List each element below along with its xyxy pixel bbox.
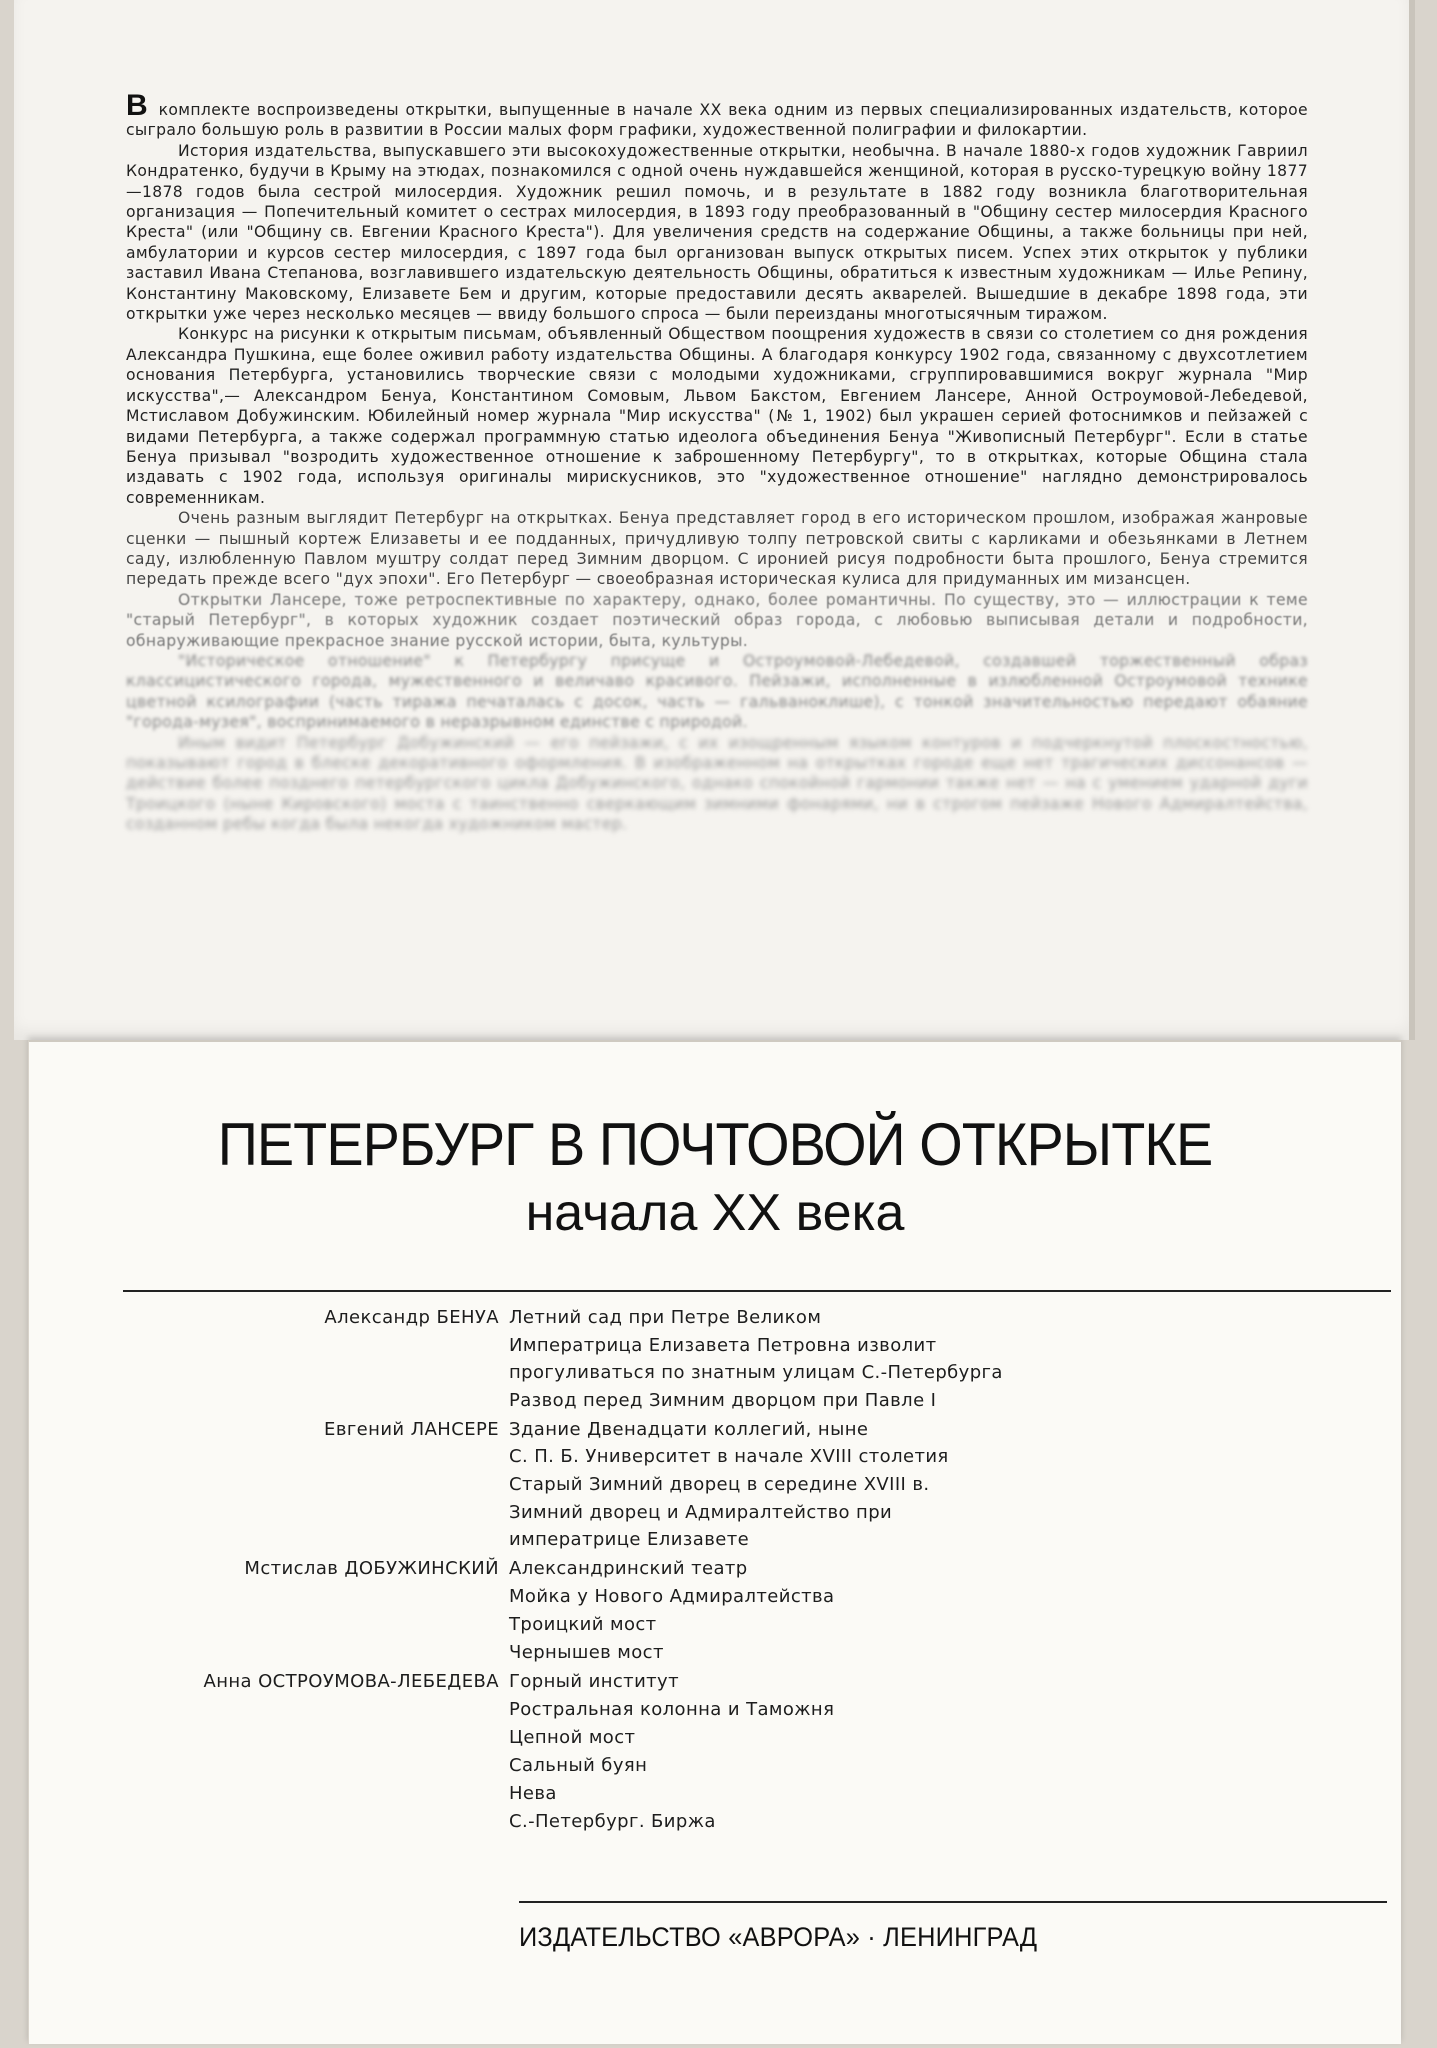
work-title: Чернышев мост xyxy=(509,1642,664,1663)
artist-name: Анна ОСТРОУМОВА-ЛЕБЕДЕВА xyxy=(203,1671,499,1692)
work-title: Здание Двенадцати коллегий, ныне С. П. Б. Университет в начале XVIII столетия xyxy=(509,1419,949,1467)
work-title: Мойка у Нового Адмиралтейства xyxy=(509,1586,835,1607)
credits-list xyxy=(29,1304,1401,1837)
paragraph: История издательства, выпускавшего эти высокохудожественные открытки, необычна. В начале 1880-х годов художник Гавриил Кондратенко, будучи в Крыму на этюдах, познакомился с одной очень нуждавшейся женщиной, которая в русско-турецкую войну 1877—1878 годов была сестрой милосердия. Художник решил помочь, и в результате в 1882 году возникла благотворительная организация — Попечительный комитет о сестрах милосердия, в 1893 году преобразованный в "Общину сестер милосердия Красного Креста" (или "Общину св. Евгении Красного Креста"). Для увеличения средств на содержание Общины, а также больницы при ней, амбулатории и курсов сестер милосердия, с 1897 года был организован выпуск открытых писем. Успех этих открыток у публики заставил Ивана Степанова, возглавившего издательскую деятельность Общины, обратиться к известным художникам — Илье Репину, Константину Маковскому, Елизавете Бем и другим, которые предоставили десять акварелей. Вышедшие в декабре 1898 года, эти открытки уже через несколько месяцев — ввиду большого спроса — были переизданы многотысячным тиражом. xyxy=(126,141,1308,324)
cover-card xyxy=(28,1040,1401,2044)
artist-name: Евгений ЛАНСЕРЕ xyxy=(324,1419,499,1440)
paragraph: "Историческое отношение" к Петербургу присуще и Остроумовой-Лебедевой, создавшей торжественный образ классицистического города, мужественного и величаво красивого. Пейзажи, исполненные в излюбленной Остроумовой технике цветной ксилографии (часть тиража печаталась с досок, часть — гальваноклише), с тонкой значительностью передают обаяние "города-музея", воспринимаемого в неразрывном единстве с природой. xyxy=(126,651,1308,732)
works-list xyxy=(509,1416,1401,1554)
paragraph: Конкурс на рисунки к открытым письмам, объявленный Обществом поощрения художеств в связи со столетием со дня рождения Александра Пушкина, еще более оживил работу издательства Общины. А благодаря конкурсу 1902 года, связанному с двухсотлетием основания Петербурга, установились творческие связи с молодыми художниками, сгруппировавшимися вокруг журнала "Мир искусства",— Александром Бенуа, Константином Сомовым, Львом Бакстом, Евгением Лансере, Анной Остроумовой-Лебедевой, Мстиславом Добужинским. Юбилейный номер журнала "Мир искусства" (№ 1, 1902) был украшен серией фотоснимков и пейзажей с видами Петербурга, а также содержал программную статью идеолога объединения Бенуа "Живописный Петербург". Если в статье Бенуа призывал "возродить художественное отношение к заброшенному Петербургу", то в открытках, которые Община стала издавать с 1902 года, используя оригиналы мирискусников, это "художественное отношение" наглядно демонстрировалось современникам. xyxy=(126,325,1308,507)
inner-page-sheet xyxy=(14,0,1415,1040)
works-list xyxy=(509,1555,1401,1667)
work-title: Цепной мост xyxy=(509,1727,636,1748)
dropcap: В xyxy=(126,89,149,122)
credit-group xyxy=(29,1304,1401,1415)
artist-name: Александр БЕНУА xyxy=(324,1307,499,1328)
work-title: Горный институт xyxy=(509,1671,679,1692)
credit-group xyxy=(29,1555,1401,1667)
works-list xyxy=(509,1668,1401,1836)
publisher-imprint: ИЗДАТЕЛЬСТВО «АВРОРА» · ЛЕНИНГРАД xyxy=(519,1922,1038,1952)
work-title: Старый Зимний дворец в середине XVIII в. xyxy=(509,1474,930,1495)
work-title: Сальный буян xyxy=(509,1755,648,1776)
work-title: Зимний дворец и Адмиралтейство при императрице Елизавете xyxy=(509,1502,893,1550)
paragraph xyxy=(126,89,1308,141)
work-title: Императрица Елизавета Петровна изволит прогуливаться по знатным улицам С.-Петербурга xyxy=(509,1335,1003,1383)
credit-group xyxy=(29,1668,1401,1836)
cover-subtitle: начала XX века xyxy=(525,1184,905,1242)
cover-title: ПЕТЕРБУРГ В ПОЧТОВОЙ ОТКРЫТКЕ xyxy=(217,1111,1213,1178)
work-title: Ростральная колонна и Таможня xyxy=(509,1699,835,1720)
work-title: Троицкий мост xyxy=(509,1614,657,1635)
paragraph-text: комплекте воспроизведены открытки, выпущенные в начале XX века одним из первых специализированных издательств, которое сыграло большую роль в развитии в России малых форм графики, художественной полиграфии и филокартии. xyxy=(126,101,1308,140)
work-title: Развод перед Зимним дворцом при Павле I xyxy=(509,1390,937,1411)
work-title: Летний сад при Петре Великом xyxy=(509,1307,822,1328)
work-title: Нева xyxy=(509,1783,557,1804)
works-list xyxy=(509,1304,1401,1415)
artist-name: Мстислав ДОБУЖИНСКИЙ xyxy=(244,1558,499,1579)
paragraph: Иным видит Петербург Добужинский — его пейзажи, с их изощренным языком контуров и подчеркнутой плоскостностью, показывают город в блеске декоративного оформления. В изображенном на открытках городе еще нет трагических диссонансов — действие более позднего петербургского цикла Добужинского, однако спокойной гармонии также нет — на с умением ударной дуги Троицкого (ныне Кировского) моста с таинственно сверкающим зимними фонарями, ни в строгом пейзаже Нового Адмиралтейства, созданном ребы когда была некогда художником мастер. xyxy=(126,733,1308,834)
paragraph: Очень разным выглядит Петербург на открытках. Бенуа представляет город в его историческом прошлом, изображая жанровые сценки — пышный кортеж Елизаветы и ее подданных, причудливую толпу петровской свиты с карликами и обезьянками в Летнем саду, излюбленную Павлом муштру солдат перед Зимним дворцом. С иронией рисуя подробности быта прошлого, Бенуа стремится передать прежде всего "дух эпохи". Его Петербург — своеобразная историческая кулиса для придуманных им мизансцен. xyxy=(126,509,1308,589)
inner-page-text xyxy=(126,89,1308,835)
top-divider xyxy=(123,1290,1391,1292)
work-title: Александринский театр xyxy=(509,1558,748,1579)
paragraph: Открытки Лансере, тоже ретроспективные по характеру, однако, более романтичны. По существу, это — иллюстрации к теме "старый Петербург", в которых художник создает поэтический образ города, с любовью выписывая детали и подробности, обнаруживающие прекрасное знание русской истории, быта, культуры. xyxy=(126,590,1308,650)
work-title: С.-Петербург. Биржа xyxy=(509,1811,716,1832)
bottom-divider xyxy=(519,1901,1387,1903)
credit-group xyxy=(29,1416,1401,1554)
